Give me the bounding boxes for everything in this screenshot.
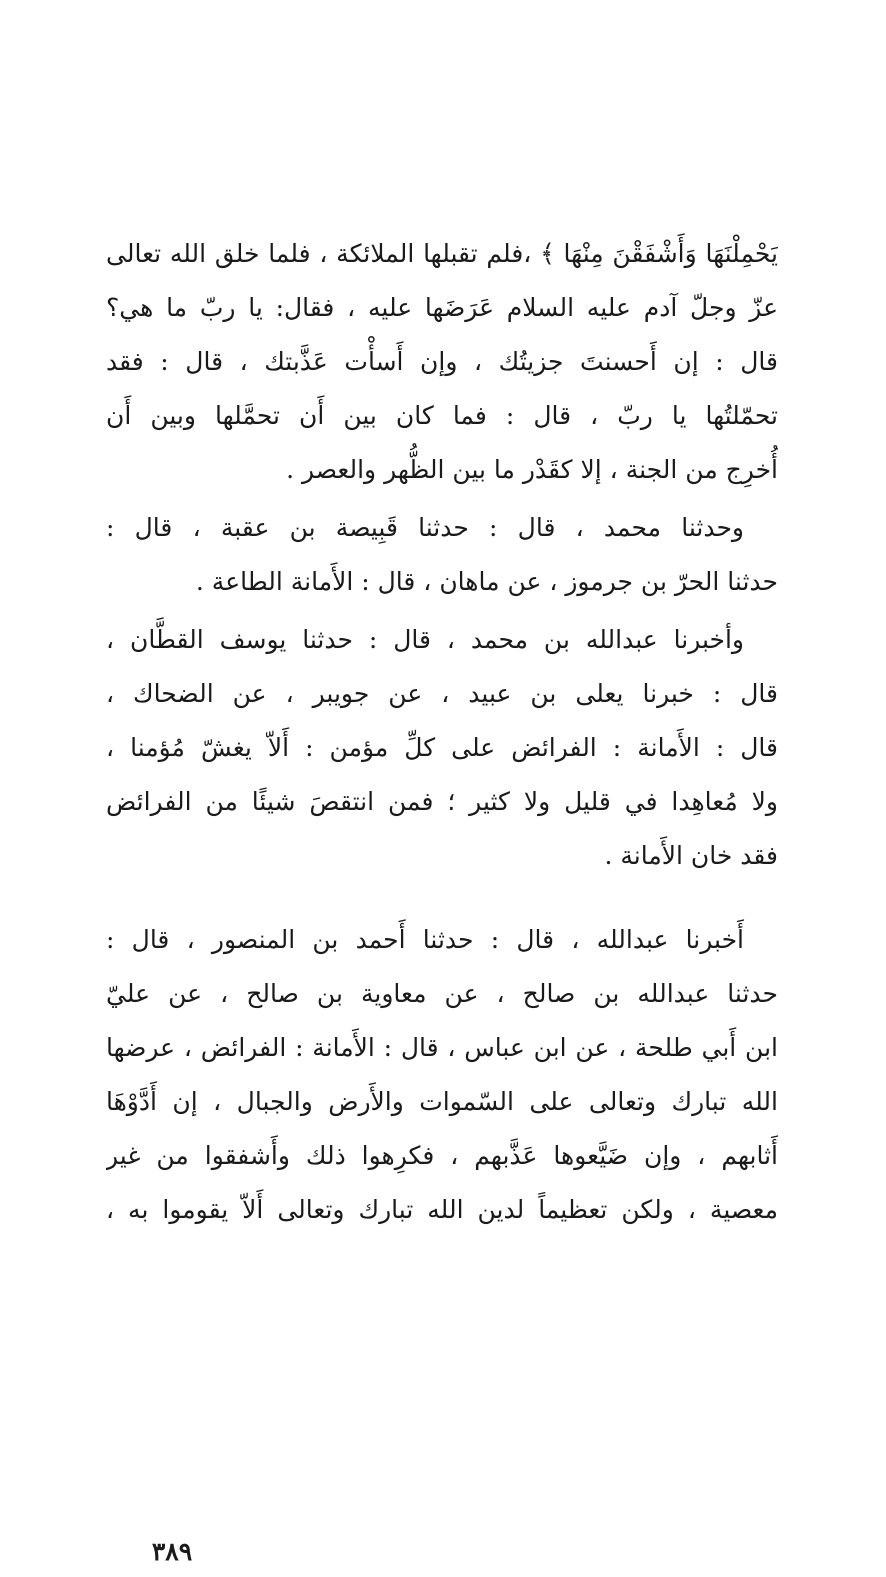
text-line: يَحْمِلْنَهَا وَأَشْفَقْنَ مِنْهَا ﴾ ،فلم تقبلها الملائكة ، فلما خلق الله تعالى <box>106 239 778 268</box>
text-line: عزّ وجلّ آدم عليه السلام عَرَضَها عليه ، فقال: يا ربّ ما هي؟ <box>106 293 778 322</box>
paragraph-4 <box>106 913 778 1237</box>
page-number <box>106 1534 778 1570</box>
page-number-label: ٣٨٩ <box>151 1537 193 1566</box>
page-text-block <box>106 227 778 1567</box>
text-line: أَخبرنا عبدالله ، قال : حدثنا أَحمد بن المنصور ، قال : <box>106 925 744 954</box>
text-line: قال : الأَمانة : الفرائض على كلِّ مؤمن : أَلاّ يغشّ مُؤمنا ، <box>106 733 778 762</box>
text-line: أُخرِج من الجنة ، إلا كقَدْر ما بين الظُّهر والعصر . <box>286 455 778 484</box>
text-line: ولا مُعاهِدا في قليل ولا كثير ؛ فمن انتقصَ شيئًا من الفرائض <box>106 787 778 816</box>
paragraph-gap <box>106 883 778 913</box>
text-line: ابن أَبي طلحة ، عن ابن عباس ، قال : الأَمانة : الفرائض ، عرضها <box>106 1033 778 1062</box>
text-line: فقد خان الأَمانة . <box>604 841 778 870</box>
text-line: حدثنا عبدالله بن صالح ، عن معاوية بن صالح ، عن عليّ <box>106 979 778 1008</box>
text-line: تحمّلتُها يا ربّ ، قال : فما كان بين أَن تحمَّلها وبين أَن <box>106 401 778 430</box>
text-line: وأخبرنا عبدالله بن محمد ، قال : حدثنا يوسف القطَّان ، <box>106 625 744 654</box>
paragraph-2 <box>106 501 778 609</box>
paragraph-1 <box>106 227 778 497</box>
text-line: قال : إن أَحسنتَ جزيتُك ، وإن أَسأْت عَذَّبتك ، قال : فقد <box>106 347 778 376</box>
text-line: الله تبارك وتعالى على السّموات والأَرض والجبال ، إن أَدَّوْهَا <box>106 1087 778 1116</box>
text-line: وحدثنا محمد ، قال : حدثنا قَبِيصة بن عقبة ، قال : <box>106 513 744 542</box>
text-line: حدثنا الحرّ بن جرموز ، عن ماهان ، قال : الأَمانة الطاعة . <box>195 567 778 596</box>
text-line: معصية ، ولكن تعظيماً لدين الله تبارك وتعالى أَلاّ يقوموا به ، <box>106 1195 778 1224</box>
text-line: أَثابهم ، وإن ضَيَّعوها عَذَّبهم ، فكرِهوا ذلك وأَشفقوا من غير <box>106 1141 778 1170</box>
text-line: قال : خبرنا يعلى بن عبيد ، عن جويبر ، عن الضحاك ، <box>106 679 778 708</box>
paragraph-3 <box>106 613 778 883</box>
